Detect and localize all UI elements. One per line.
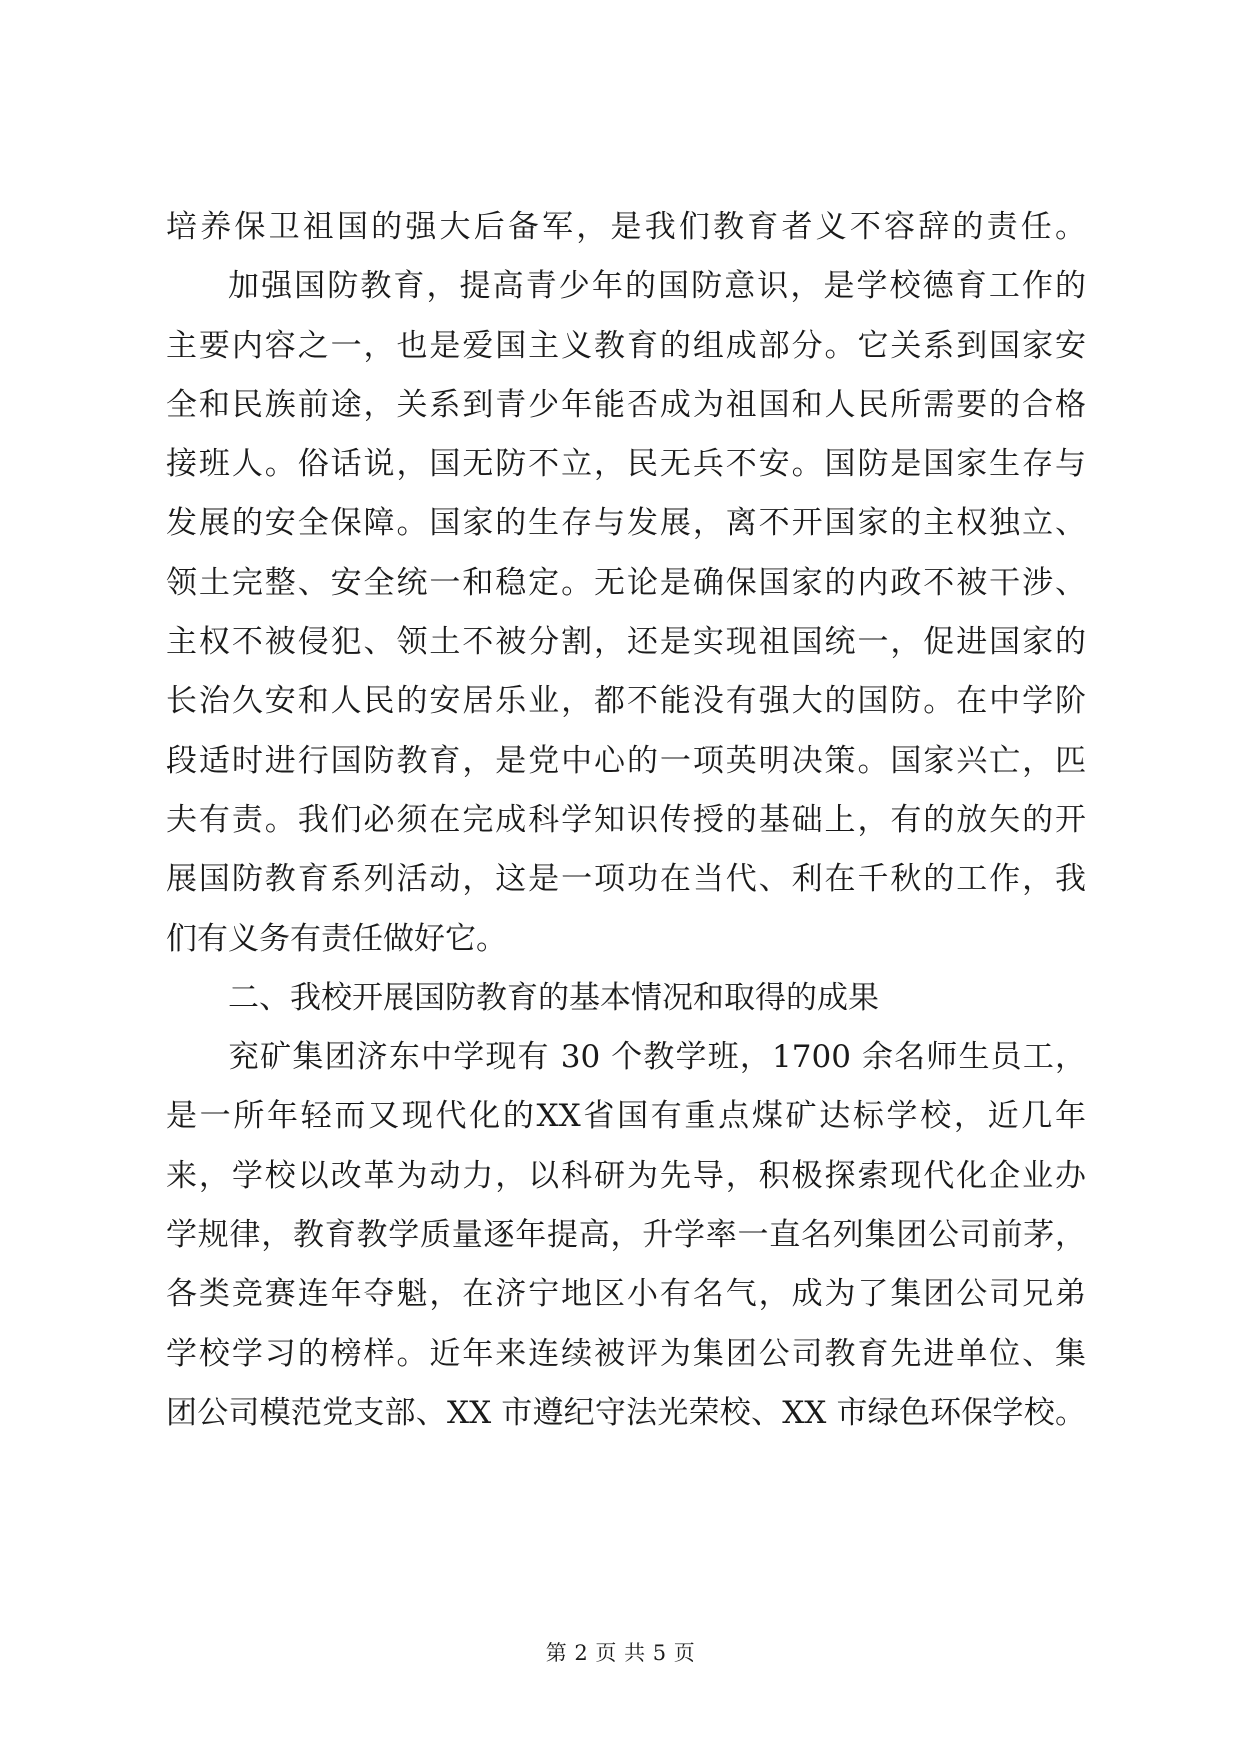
paragraph-first-line: 加强国防教育，提高青少年的国防意识，是学校德育工作的 (228, 268, 1086, 305)
text-line: 来，学校以改革为动力，以科研为先导，积极探索现代化企业办 (166, 1157, 1086, 1194)
text-line: 发展的安全保障。国家的生存与发展，离不开国家的主权独立、 (166, 505, 1086, 542)
text-line: 学规律，教育教学质量逐年提高，升学率一直名列集团公司前茅， (166, 1217, 1086, 1254)
text-line: 是一所年轻而又现代化的XX省国有重点煤矿达标学校，近几年 (166, 1098, 1086, 1135)
text-line: 学校学习的榜样。近年来连续被评为集团公司教育先进单位、集 (166, 1335, 1086, 1372)
text-line: 各类竞赛连年夺魁，在济宁地区小有名气，成为了集团公司兄弟 (166, 1276, 1086, 1313)
paragraph-first-line: 兖矿集团济东中学现有 30 个教学班，1700 余名师生员工， (228, 1039, 1086, 1076)
text-line: 培养保卫祖国的强大后备军，是我们教育者义不容辞的责任。 (166, 209, 1086, 245)
text-line: 团公司模范党支部、XX 市遵纪守法光荣校、XX 市绿色环保学校。 (166, 1394, 1086, 1431)
section-heading: 二、我校开展国防教育的基本情况和取得的成果 (228, 979, 879, 1016)
paragraph-last-line: 们有义务有责任做好它。 (166, 920, 507, 957)
text-line: 领土完整、安全统一和稳定。无论是确保国家的内政不被干涉、 (166, 564, 1086, 601)
text-line: 段适时进行国防教育，是党中心的一项英明决策。国家兴亡，匹 (166, 742, 1086, 779)
page-number-footer: 第 2 页 共 5 页 (545, 1641, 696, 1665)
document-body (166, 198, 1086, 1443)
text-line: 接班人。俗话说，国无防不立，民无兵不安。国防是国家生存与 (166, 446, 1086, 483)
text-line: 展国防教育系列活动，这是一项功在当代、利在千秋的工作，我 (166, 861, 1086, 898)
text-line: 主要内容之一，也是爱国主义教育的组成部分。它关系到国家安 (166, 327, 1086, 364)
text-line: 全和民族前途，关系到青少年能否成为祖国和人民所需要的合格 (166, 386, 1086, 423)
text-line: 夫有责。我们必须在完成科学知识传授的基础上，有的放矢的开 (166, 801, 1086, 838)
text-line: 主权不被侵犯、领土不被分割，还是实现祖国统一，促进国家的 (166, 624, 1086, 661)
text-line: 长治久安和人民的安居乐业，都不能没有强大的国防。在中学阶 (166, 683, 1086, 720)
